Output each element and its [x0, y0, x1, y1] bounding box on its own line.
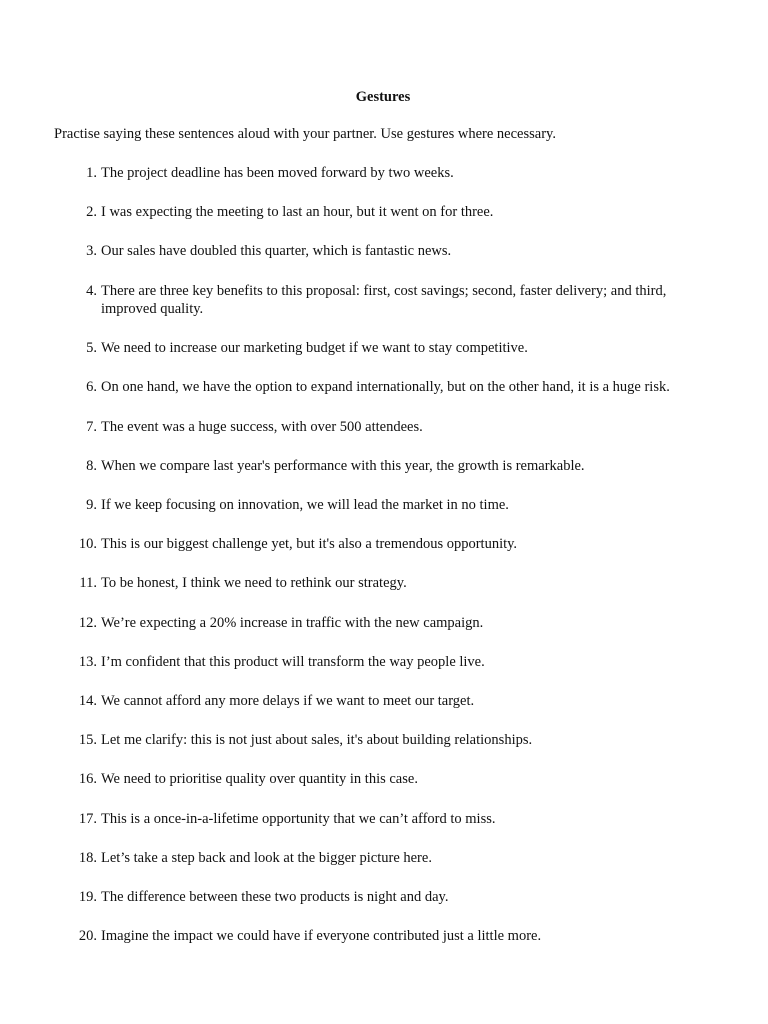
item-number: 19.: [78, 888, 97, 905]
sentence-text: We need to increase our marketing budget if we want to stay competitive.: [101, 340, 528, 357]
sentence-item: [0, 770, 768, 789]
sentence-text: I’m confident that this product will transform the way people live.: [101, 653, 485, 670]
item-number: 13.: [78, 653, 97, 670]
item-number: 10.: [78, 536, 97, 553]
sentence-item: [0, 282, 768, 319]
item-number: 15.: [78, 732, 97, 749]
sentence-text: Our sales have doubled this quarter, which is fantastic news.: [101, 243, 452, 260]
sentence-text: We need to prioritise quality over quantity in this case.: [101, 771, 418, 788]
item-number: 17.: [78, 810, 97, 827]
sentence-text: Let me clarify: this is not just about sales, it's about building relationships.: [101, 732, 533, 749]
item-number: 16.: [78, 771, 97, 788]
instructions: Practise saying these sentences aloud with your partner. Use gestures where necessary.: [54, 126, 556, 142]
sentence-item: [0, 457, 768, 476]
sentence-item: [0, 574, 768, 593]
sentence-text: To be honest, I think we need to rethink our strategy.: [101, 575, 407, 592]
sentence-text: The difference between these two products is night and day.: [101, 888, 449, 905]
sentence-item: [0, 888, 768, 907]
item-number: 18.: [78, 849, 97, 866]
sentence-item: [0, 614, 768, 633]
item-number: 11.: [79, 575, 97, 592]
sentence-item: [0, 849, 768, 868]
sentence-item: [0, 339, 768, 358]
item-number: 3.: [86, 243, 97, 260]
sentence-text: The event was a huge success, with over 500 attendees.: [101, 418, 423, 435]
sentence-text: Imagine the impact we could have if everyone contributed just a little more.: [101, 928, 542, 945]
sentence-item: [0, 810, 768, 829]
item-number: 7.: [86, 418, 97, 435]
sentence-list: [0, 164, 768, 966]
sentence-text: When we compare last year's performance with this year, the growth is remarkable.: [101, 457, 585, 474]
sentence-text: This is our biggest challenge yet, but it's also a tremendous opportunity.: [101, 536, 518, 553]
sentence-item: [0, 535, 768, 554]
sentence-item: [0, 418, 768, 437]
item-number: 6.: [86, 379, 97, 396]
sentence-text: I was expecting the meeting to last an hour, but it went on for three.: [101, 204, 494, 221]
sentence-item: [0, 692, 768, 711]
sentence-item: [0, 927, 768, 946]
item-number: 2.: [86, 204, 97, 221]
sentence-text: Let’s take a step back and look at the bigger picture here.: [101, 849, 432, 866]
item-number: 1.: [86, 165, 97, 181]
sentence-text: We cannot afford any more delays if we want to meet our target.: [101, 692, 475, 709]
sentence-text: The project deadline has been moved forward by two weeks.: [101, 165, 454, 181]
sentence-item: [0, 242, 768, 261]
item-number: 5.: [86, 340, 97, 357]
sentence-text: This is a once-in-a-lifetime opportunity that we can’t afford to miss.: [101, 810, 496, 827]
item-number: 8.: [86, 457, 97, 474]
sentence-item: [0, 203, 768, 222]
sentence-item: [0, 496, 768, 515]
sentence-text: There are three key benefits to this proposal: first, cost savings; second, faster delivery; and third, improved quality.: [101, 282, 667, 318]
sentence-item: [0, 653, 768, 672]
sentence-item: [0, 731, 768, 750]
item-number: 20.: [78, 928, 97, 945]
item-number: 4.: [86, 282, 97, 299]
item-number: 12.: [78, 614, 97, 631]
sentence-item: [0, 164, 768, 183]
sentence-text: We’re expecting a 20% increase in traffic with the new campaign.: [101, 614, 484, 631]
sentence-text: On one hand, we have the option to expand internationally, but on the other hand, it is a huge risk.: [101, 379, 670, 396]
item-number: 9.: [86, 497, 97, 513]
page-title: Gestures: [355, 89, 411, 105]
sentence-text: If we keep focusing on innovation, we will lead the market in no time.: [101, 497, 509, 513]
sentence-item: [0, 378, 768, 397]
item-number: 14.: [78, 692, 97, 709]
